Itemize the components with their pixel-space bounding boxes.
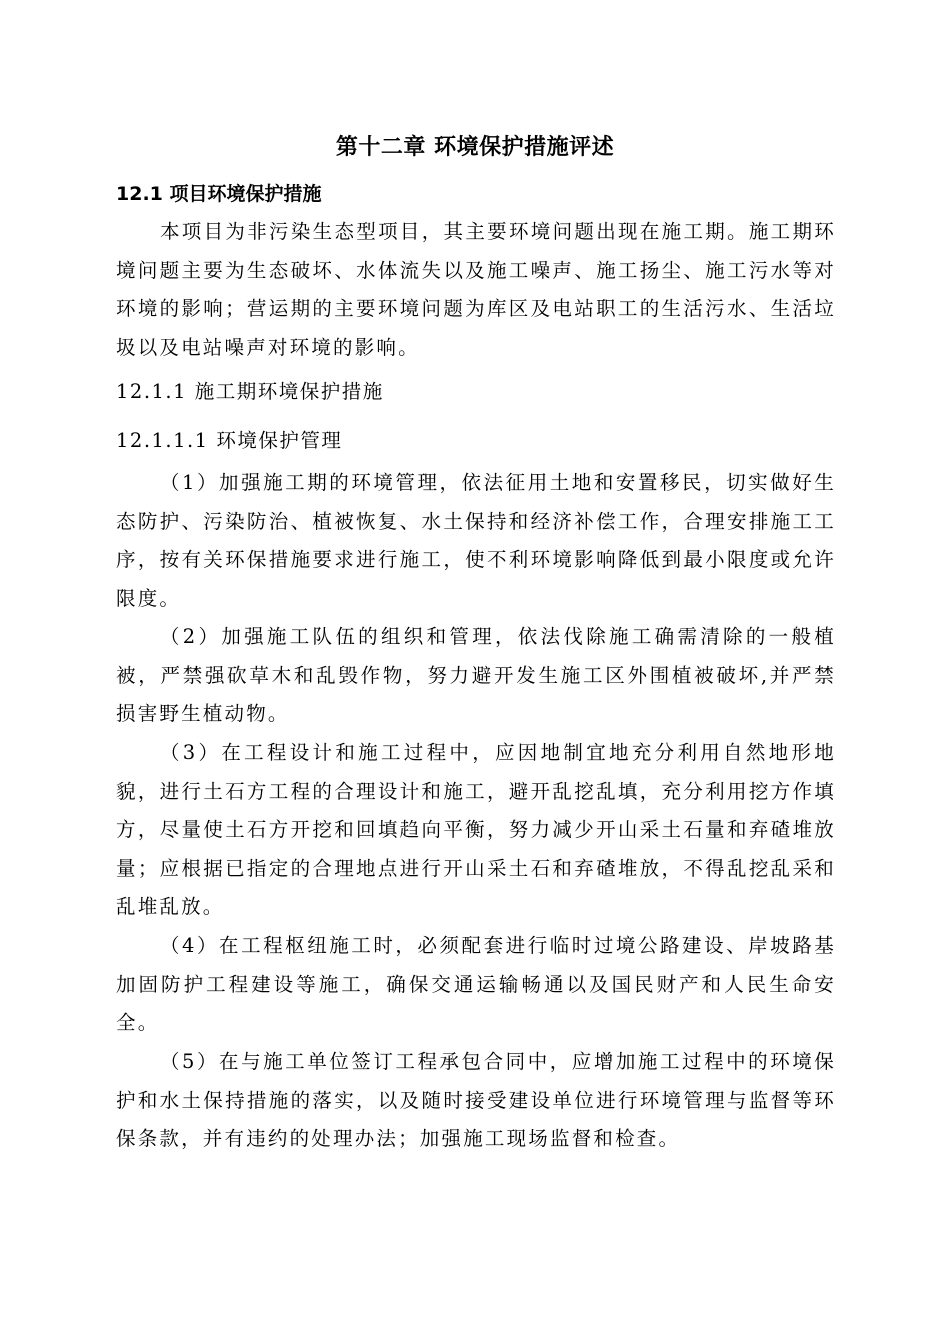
list-item-2: （2）加强施工队伍的组织和管理，依法伐除施工确需清除的一般植被，严禁强砍草木和乱毁作物，努力避开发生施工区外围植被破坏,并严禁损害野生植动物。 <box>116 625 836 725</box>
section-title: 12.1 项目环境保护措施 <box>116 183 322 205</box>
list-item-3: （3）在工程设计和施工过程中，应因地制宜地充分利用自然地形地貌，进行土石方工程的合理设计和施工，避开乱挖乱填，充分利用挖方作填方，尽量使土石方开挖和回填趋向平衡，努力减少开山采土石量和弃碴堆放量；应根据已指定的合理地点进行开山采土石和弃碴堆放，不得乱挖乱采和乱堆乱放。 <box>116 741 836 918</box>
subsection-title: 12.1.1 施工期环境保护措施 <box>116 380 384 403</box>
list-item-4: （4）在工程枢纽施工时，必须配套进行临时过境公路建设、岸坡路基加固防护工程建设等施工，确保交通运输畅通以及国民财产和人民生命安全。 <box>116 934 836 1034</box>
list-item-5: （5）在与施工单位签订工程承包合同中，应增加施工过程中的环境保护和水土保持措施的落实，以及随时接受建设单位进行环境管理与监督等环保条款，并有违约的处理办法；加强施工现场监督和检查。 <box>116 1050 836 1150</box>
subsubsection-title: 12.1.1.1 环境保护管理 <box>116 429 343 452</box>
chapter-title: 第十二章 环境保护措施评述 <box>335 135 615 160</box>
list-item-1: （1）加强施工期的环境管理，依法征用土地和安置移民，切实做好生态防护、污染防治、植被恢复、水土保持和经济补偿工作，合理安排施工工序，按有关环保措施要求进行施工，使不利环境影响降低到最小限度或允许限度。 <box>116 471 836 610</box>
intro-paragraph: 本项目为非污染生态型项目，其主要环境问题出现在施工期。施工期环境问题主要为生态破坏、水体流失以及施工噪声、施工扬尘、施工污水等对环境的影响；营运期的主要环境问题为库区及电站职工的生活污水、生活垃圾以及电站噪声对环境的影响。 <box>116 220 836 359</box>
